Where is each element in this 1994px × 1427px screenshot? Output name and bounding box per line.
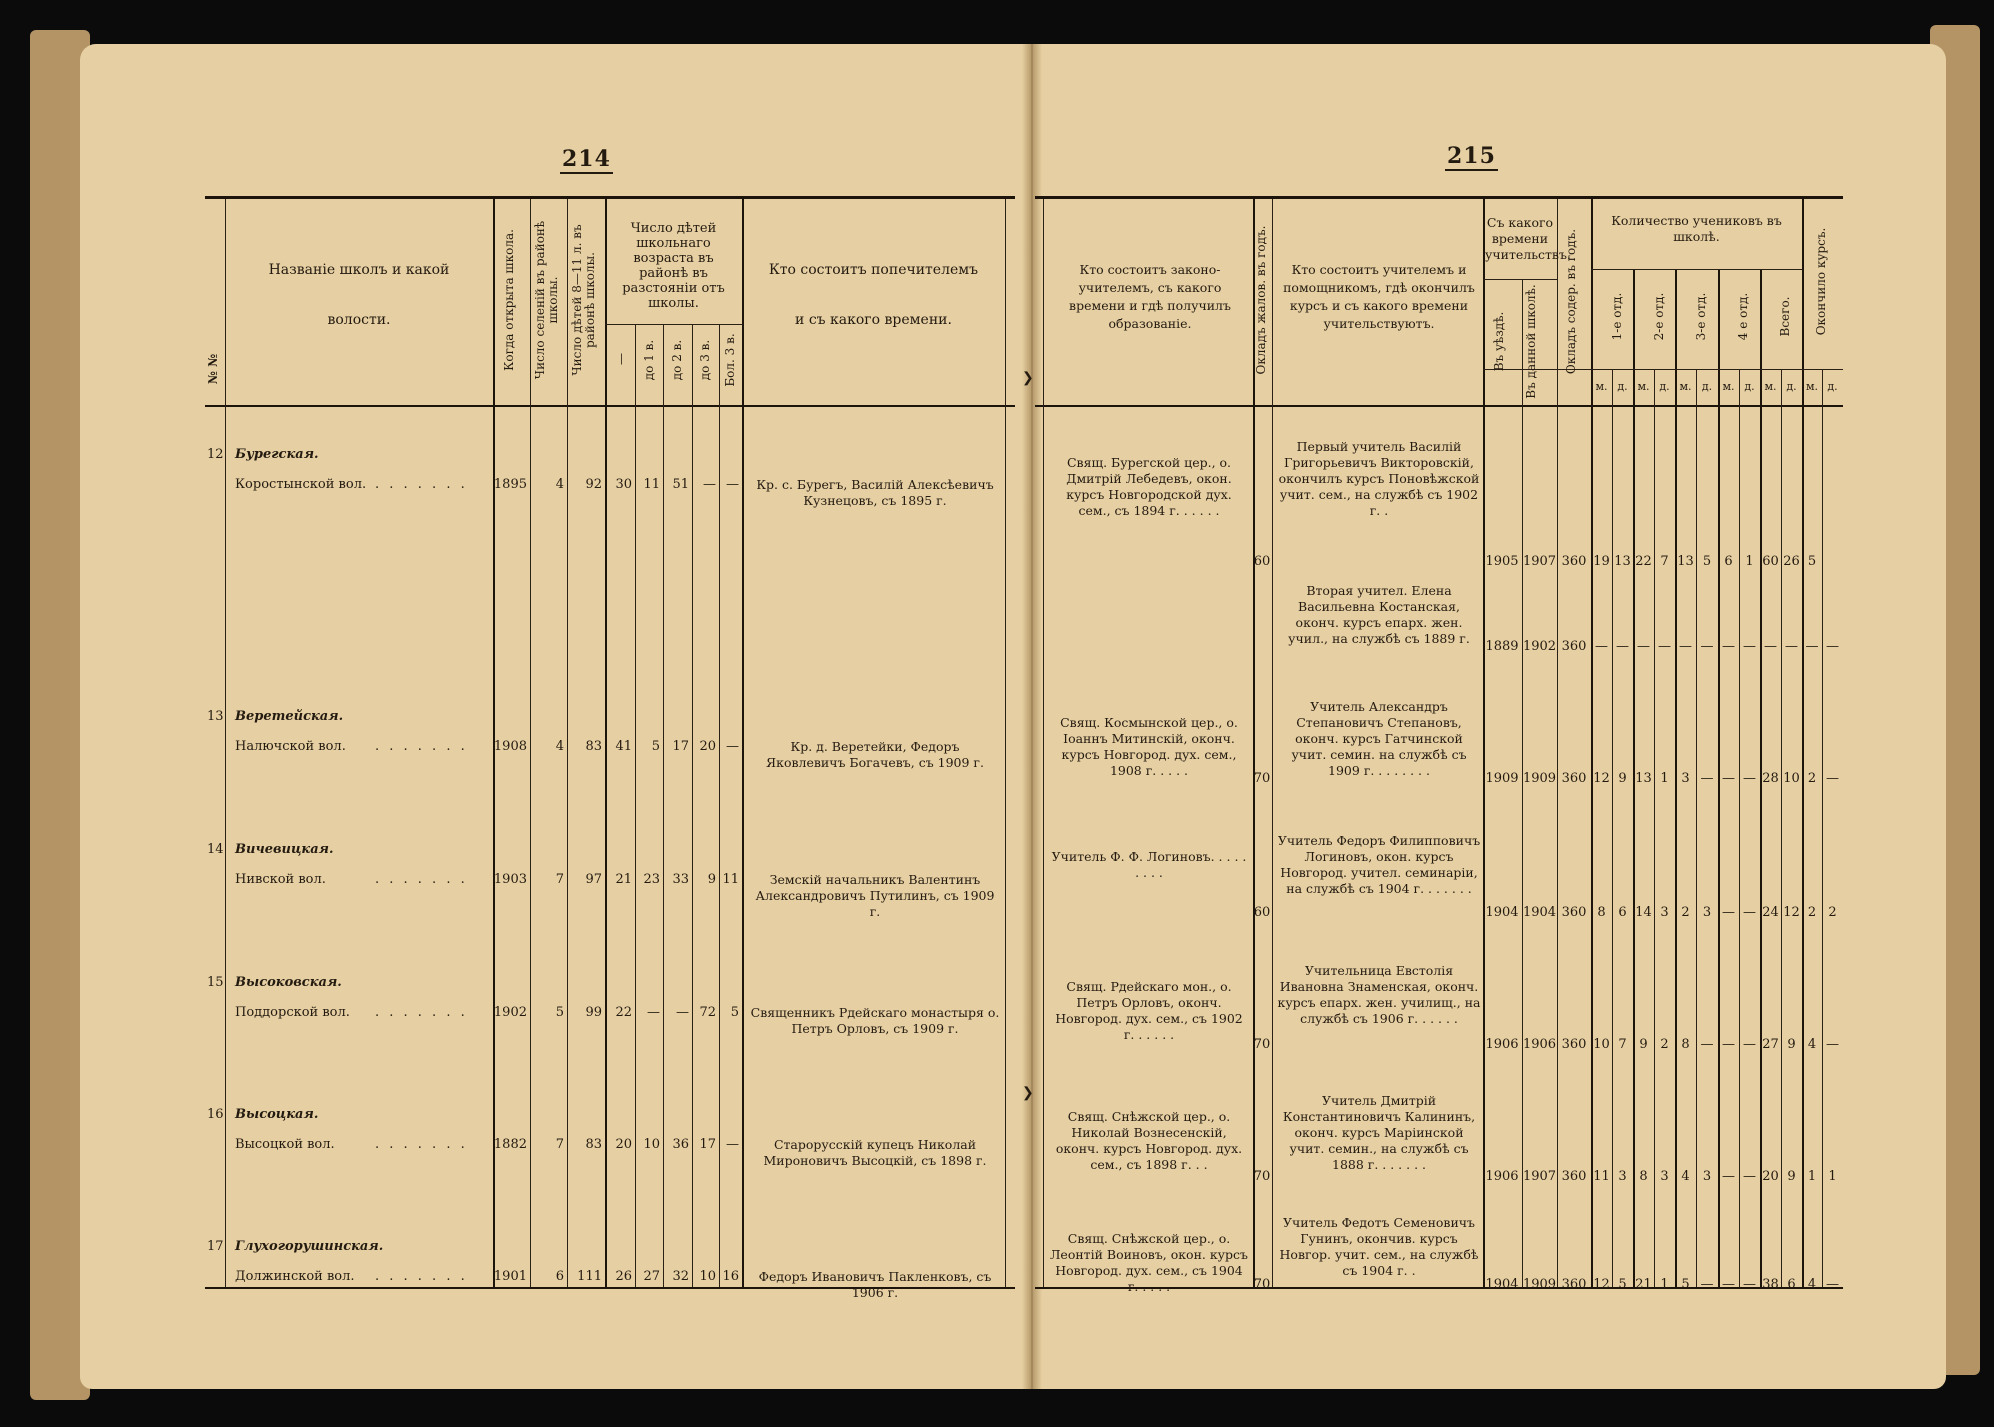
row-number: 12 xyxy=(207,447,224,462)
header-pupils: Количество учениковъ въ школѣ. xyxy=(1611,213,1782,244)
cell-dm: 11 xyxy=(722,872,739,887)
header-dept-1: 1-е отд. xyxy=(1610,292,1624,341)
header-female: д. xyxy=(1617,380,1628,393)
header-dist-3: до 3 в. xyxy=(698,339,712,381)
upkeep-cell: 360 xyxy=(1561,1169,1587,1184)
pupil-count-cell: — xyxy=(1743,771,1756,786)
cell-d2: 32 xyxy=(672,1269,689,1284)
teacher-text: Первый учитель Василій Григорьевичъ Викторовскій, окончилъ курсъ Поновѣжской учит. сем., на службѣ съ 1902 г. . xyxy=(1278,439,1480,518)
cell-opened: 1895 xyxy=(493,477,527,492)
header-male: м. xyxy=(1637,380,1650,393)
since-uezd-cell: 1904 xyxy=(1485,905,1519,920)
pupil-count-cell: 14 xyxy=(1635,905,1652,920)
pupil-count-cell: — xyxy=(1700,1277,1714,1292)
upkeep-cell: 360 xyxy=(1561,905,1587,920)
cell-d0: 41 xyxy=(615,739,632,754)
pupil-count-cell: 11 xyxy=(1593,1169,1610,1184)
cell-villages: 4 xyxy=(555,477,564,492)
header-children: Число дѣтей 8—11 л. въ районѣ школы. xyxy=(570,224,597,376)
row-number: 16 xyxy=(207,1107,224,1122)
pupil-count-cell: — xyxy=(1722,639,1735,654)
pupil-count-cell: 60 xyxy=(1762,554,1779,569)
teacher-text: Учитель Федоръ Филипповичъ Логиновъ, окон. курсъ Новгород. учител. семинаріи, на службѣ съ 1904 г. . . . . . . xyxy=(1277,833,1481,896)
pupil-count-cell: 4 xyxy=(1807,1037,1817,1052)
header-dept-3: 3-е отд. xyxy=(1694,292,1708,341)
pupil-count-cell: 3 xyxy=(1660,1169,1669,1184)
pupil-count-cell: — xyxy=(1637,639,1650,654)
header-dept-2: 2-е отд. xyxy=(1652,292,1666,341)
row-number: 14 xyxy=(207,842,224,857)
pupil-count-cell: 7 xyxy=(1660,554,1669,569)
header-dist-0: — xyxy=(614,353,628,365)
pupil-count-cell: 20 xyxy=(1762,1169,1779,1184)
pupil-count-cell: 6 xyxy=(1724,554,1733,569)
school-title: Веретейская. xyxy=(235,709,344,724)
pupil-count-cell: 6 xyxy=(1618,905,1627,920)
pupil-count-cell: 3 xyxy=(1618,1169,1627,1184)
leader-dots: . . . . . . . xyxy=(375,1005,468,1020)
pupil-count-cell: 21 xyxy=(1635,1277,1652,1292)
cell-d2: 36 xyxy=(672,1137,689,1152)
cell-opened: 1882 xyxy=(493,1137,527,1152)
cell-villages: 7 xyxy=(555,1137,564,1152)
cell-d1: 10 xyxy=(643,1137,660,1152)
leader-dots: . . . . . . . xyxy=(375,1137,468,1152)
header-children-group: Число дѣтей школьнаго возраста въ районѣ въ разстояніи отъ школы. xyxy=(622,221,725,311)
trustee-text: Кр. д. Веретейки, Федоръ Яковлевичъ Богачевъ, съ 1909 г. xyxy=(766,739,984,770)
school-title: Высоцкая. xyxy=(235,1107,319,1122)
trustee-text: Священникъ Рдейскаго монастыря о. Петръ Орловъ, съ 1909 г. xyxy=(750,1005,1000,1036)
pupil-count-cell: — xyxy=(1722,771,1735,786)
cell-opened: 1902 xyxy=(493,1005,527,1020)
cell-d0: 20 xyxy=(615,1137,632,1152)
trustee-text: Земскій начальникъ Валентинъ Александровичъ Путилинъ, съ 1909 г. xyxy=(755,872,995,919)
since-uezd-cell: 1906 xyxy=(1485,1037,1519,1052)
pupil-count-cell: — xyxy=(1700,771,1714,786)
law-teacher-text: Свящ. Снѣжской цер., о. Николай Вознесенскій, оконч. курсъ Новгород. дух. сем., съ 1898 г. . . xyxy=(1055,1109,1243,1172)
pupil-count-cell: 9 xyxy=(1787,1169,1796,1184)
trustee-text: Федоръ Ивановичъ Пакленковъ, съ 1906 г. xyxy=(758,1269,992,1300)
page-number-right: 215 xyxy=(1447,143,1496,169)
salary-cell: 60 xyxy=(1253,905,1271,920)
law-teacher-text: Свящ. Бурегской цер., о. Дмитрій Лебедевъ, окон. курсъ Новгородской дух. сем., съ 1894 г. . . . . . xyxy=(1066,455,1232,518)
law-teacher-text: Свящ. Снѣжской цер., о. Леонтій Воиновъ, окон. курсъ Новгород. дух. сем., съ 1904 г. . . . . xyxy=(1049,1231,1248,1294)
leader-dots: . . . . . . . xyxy=(375,872,468,887)
cell-d0: 21 xyxy=(615,872,632,887)
salary-cell: 70 xyxy=(1253,1277,1271,1292)
header-since-school: Въ данной школѣ. xyxy=(1524,284,1538,399)
pupil-count-cell: — xyxy=(1743,639,1756,654)
header-total: Всего. xyxy=(1778,296,1792,337)
pupil-count-cell: 8 xyxy=(1597,905,1606,920)
volost-name: Должинской вол. xyxy=(235,1269,355,1284)
trustee-text: Кр. с. Бурегъ, Василій Алексѣевичъ Кузнецовъ, съ 1895 г. xyxy=(756,477,994,508)
school-title: Вичевицкая. xyxy=(235,842,334,857)
teacher-text: Вторая учител. Елена Васильевна Костанская, оконч. курсъ епарх. жен. учил., на службѣ съ 1889 г. xyxy=(1288,583,1470,646)
left-table xyxy=(205,196,1015,1300)
cell-children: 97 xyxy=(585,872,602,887)
cell-dm: 16 xyxy=(722,1269,739,1284)
cell-dm: — xyxy=(726,477,739,492)
since-school-cell: 1909 xyxy=(1522,771,1557,786)
leader-dots: . . . . . . . xyxy=(375,739,468,754)
pupil-count-cell: 5 xyxy=(1807,554,1817,569)
pupil-count-cell: 24 xyxy=(1762,905,1779,920)
since-school-cell: 1904 xyxy=(1522,905,1557,920)
since-school-cell: 1907 xyxy=(1522,554,1557,569)
cell-d3: 17 xyxy=(699,1137,716,1152)
header-female: д. xyxy=(1786,380,1797,393)
header-male: м. xyxy=(1764,380,1777,393)
pupil-count-cell: 22 xyxy=(1635,554,1652,569)
cell-d3: 72 xyxy=(699,1005,716,1020)
cell-d3: 9 xyxy=(707,872,716,887)
header-male: м. xyxy=(1679,380,1692,393)
cell-children: 92 xyxy=(585,477,602,492)
pupil-count-cell: — xyxy=(1722,1277,1735,1292)
pupil-count-cell: 5 xyxy=(1618,1277,1627,1292)
since-uezd-cell: 1889 xyxy=(1485,639,1519,654)
pupil-count-cell: 3 xyxy=(1702,1169,1712,1184)
row-number: 15 xyxy=(207,975,224,990)
cell-children: 83 xyxy=(585,1137,602,1152)
leader-dots: . . . . . . . xyxy=(375,477,468,492)
upkeep-cell: 360 xyxy=(1561,771,1587,786)
volost-name: Нивской вол. xyxy=(235,872,326,887)
cell-d2: 51 xyxy=(672,477,689,492)
pupil-count-cell: — xyxy=(1743,905,1756,920)
cell-d2: 33 xyxy=(672,872,689,887)
cell-villages: 4 xyxy=(555,739,564,754)
row-number: 13 xyxy=(207,709,224,724)
pupil-count-cell: — xyxy=(1700,639,1714,654)
row-number: 17 xyxy=(207,1239,224,1254)
cell-villages: 6 xyxy=(555,1269,564,1284)
cell-children: 99 xyxy=(585,1005,602,1020)
law-teacher-text: Свящ. Космынской цер., о. Іоаннъ Митинскій, оконч. курсъ Новгород. дух. сем., 1908 г. . . . . xyxy=(1060,715,1238,778)
pupil-count-cell: 4 xyxy=(1807,1277,1817,1292)
teacher-text: Учительница Евстолія Ивановна Знаменская, оконч. курсъ епарх. жен. училищ., на службѣ съ 1906 г. . . . . . xyxy=(1277,963,1481,1026)
teacher-text: Учитель Александръ Степановичъ Степановъ, оконч. курсъ Гатчинской учит. семин. на службѣ съ 1909 г. . . . . . . . xyxy=(1291,699,1467,778)
pupil-count-cell: — xyxy=(1743,1277,1756,1292)
pupil-count-cell: 2 xyxy=(1681,905,1690,920)
pupil-count-cell: — xyxy=(1826,639,1839,654)
header-since-uezd: Въ уѣздѣ. xyxy=(1492,311,1506,372)
pupil-count-cell: — xyxy=(1722,1169,1735,1184)
pupil-count-cell: 8 xyxy=(1681,1037,1690,1052)
pupil-count-cell: — xyxy=(1826,1277,1839,1292)
pupil-count-cell: 12 xyxy=(1593,771,1610,786)
teacher-text: Учитель Дмитрій Константиновичъ Калининъ, оконч. курсъ Маріинской учит. семин., на службѣ съ 1888 г. . . . . . . xyxy=(1282,1093,1476,1172)
pupil-count-cell: 2 xyxy=(1807,771,1817,786)
pupil-count-cell: 9 xyxy=(1787,1037,1796,1052)
header-trustee: Кто состоитъ попечителемъ и съ какого времени. xyxy=(768,262,979,328)
pupil-count-cell: 7 xyxy=(1618,1037,1627,1052)
cell-children: 83 xyxy=(585,739,602,754)
since-school-cell: 1909 xyxy=(1522,1277,1557,1292)
cell-opened: 1901 xyxy=(493,1269,527,1284)
volost-name: Коростынской вол. xyxy=(235,477,367,492)
pupil-count-cell: — xyxy=(1826,1037,1839,1052)
cell-d2: — xyxy=(676,1005,689,1020)
pupil-count-cell: 9 xyxy=(1618,771,1627,786)
cell-villages: 5 xyxy=(555,1005,564,1020)
pupil-count-cell: 5 xyxy=(1702,554,1712,569)
header-female: д. xyxy=(1827,380,1838,393)
leader-dots: . . . . . . . xyxy=(375,1269,468,1284)
pupil-count-cell: 8 xyxy=(1639,1169,1648,1184)
pupil-count-cell: — xyxy=(1764,639,1777,654)
header-dept-4: 4 е отд. xyxy=(1736,292,1750,341)
header-female: д. xyxy=(1659,380,1670,393)
since-school-cell: 1907 xyxy=(1522,1169,1557,1184)
pupil-count-cell: 26 xyxy=(1783,554,1800,569)
pupil-count-cell: — xyxy=(1722,1037,1735,1052)
salary-cell: 60 xyxy=(1253,554,1271,569)
header-male: м. xyxy=(1722,380,1735,393)
since-uezd-cell: 1909 xyxy=(1485,771,1519,786)
cell-d1: — xyxy=(647,1005,660,1020)
cell-d1: 11 xyxy=(643,477,660,492)
pupil-count-cell: 19 xyxy=(1593,554,1610,569)
salary-cell: 70 xyxy=(1253,1037,1271,1052)
header-dist-2: до 2 в. xyxy=(670,339,684,381)
pupil-count-cell: 5 xyxy=(1681,1277,1690,1292)
cell-opened: 1908 xyxy=(493,739,527,754)
pupil-count-cell: 2 xyxy=(1828,905,1837,920)
school-title: Глухогорушинская. xyxy=(235,1239,384,1254)
cell-opened: 1903 xyxy=(493,872,527,887)
school-title: Бурегская. xyxy=(235,447,319,462)
since-school-cell: 1902 xyxy=(1522,639,1557,654)
teacher-text: Учитель Федотъ Семеновичъ Гунинъ, окончив. курсъ Новгор. учит. сем., на службѣ съ 1904 г. . xyxy=(1279,1215,1479,1278)
header-upkeep: Окладъ содер. въ годъ. xyxy=(1564,228,1578,375)
pupil-count-cell: — xyxy=(1658,639,1671,654)
pupil-count-cell: 9 xyxy=(1639,1037,1648,1052)
header-teacher: Кто состоитъ учителемъ и помощникомъ, гдѣ окончилъ курсъ и съ какого времени учительствуютъ. xyxy=(1283,262,1475,331)
header-law-teacher: Кто состоитъ законо-учителемъ, съ какого времени и гдѣ получилъ образованіе. xyxy=(1069,262,1231,331)
header-male: м. xyxy=(1595,380,1608,393)
law-teacher-text: Свящ. Рдейскаго мон., о. Петръ Орловъ, оконч. Новгород. дух. сем., съ 1902 г. . . . . . xyxy=(1055,979,1243,1042)
pupil-count-cell: — xyxy=(1722,905,1735,920)
pupil-count-cell: — xyxy=(1785,639,1798,654)
since-uezd-cell: 1905 xyxy=(1485,554,1519,569)
cell-d3: 10 xyxy=(699,1269,716,1284)
binding-mark-1: ❯ xyxy=(1022,370,1034,386)
pupil-count-cell: 3 xyxy=(1681,771,1690,786)
header-finished: Окончило курсъ. xyxy=(1814,227,1828,336)
header-female: д. xyxy=(1744,380,1755,393)
header-female: д. xyxy=(1701,380,1713,393)
pupil-count-cell: — xyxy=(1616,639,1629,654)
pupil-count-cell: 1 xyxy=(1828,1169,1837,1184)
pupil-count-cell: 2 xyxy=(1807,905,1817,920)
cell-d3: 20 xyxy=(699,739,716,754)
volost-name: Поддорской вол. xyxy=(235,1005,350,1020)
pupil-count-cell: 38 xyxy=(1762,1277,1779,1292)
cell-d1: 27 xyxy=(643,1269,660,1284)
binding-mark-2: ❯ xyxy=(1022,1085,1034,1101)
upkeep-cell: 360 xyxy=(1561,554,1587,569)
pupil-count-cell: 27 xyxy=(1762,1037,1779,1052)
header-school-name: Названіе школъ и какой волости. xyxy=(268,262,450,328)
pupil-count-cell: 6 xyxy=(1787,1277,1796,1292)
law-teacher-text: Учитель Ф. Ф. Логиновъ. . . . . . . . . xyxy=(1051,849,1247,880)
pupil-count-cell: 1 xyxy=(1660,1277,1669,1292)
pupil-count-cell: 3 xyxy=(1660,905,1669,920)
pupil-count-cell: — xyxy=(1805,639,1819,654)
pupil-count-cell: 1 xyxy=(1807,1169,1817,1184)
since-uezd-cell: 1904 xyxy=(1485,1277,1519,1292)
since-school-cell: 1906 xyxy=(1522,1037,1557,1052)
pupil-count-cell: 13 xyxy=(1614,554,1631,569)
salary-cell: 70 xyxy=(1253,771,1271,786)
cell-d3: — xyxy=(703,477,716,492)
cell-d1: 23 xyxy=(643,872,660,887)
pupil-count-cell: 4 xyxy=(1681,1169,1690,1184)
pupil-count-cell: 1 xyxy=(1660,771,1669,786)
cell-villages: 7 xyxy=(555,872,564,887)
pupil-count-cell: 12 xyxy=(1783,905,1800,920)
pupil-count-cell: — xyxy=(1700,1037,1714,1052)
cell-d0: 22 xyxy=(615,1005,632,1020)
trustee-text: Старорусскій купецъ Николай Мироновичъ Высоцкій, съ 1898 г. xyxy=(763,1137,987,1168)
pupil-count-cell: — xyxy=(1679,639,1692,654)
cell-dm: — xyxy=(726,1137,739,1152)
header-male: м. xyxy=(1805,380,1819,393)
cell-dm: — xyxy=(726,739,739,754)
pupil-count-cell: 13 xyxy=(1635,771,1652,786)
pupil-count-cell: 13 xyxy=(1677,554,1694,569)
pupil-count-cell: — xyxy=(1743,1037,1756,1052)
since-uezd-cell: 1906 xyxy=(1485,1169,1519,1184)
pupil-count-cell: 28 xyxy=(1762,771,1779,786)
header-villages: Число селеній въ районѣ школы. xyxy=(533,220,560,380)
pupil-count-cell: 10 xyxy=(1593,1037,1610,1052)
page-number-left: 214 xyxy=(562,146,611,172)
cell-d0: 26 xyxy=(615,1269,632,1284)
cell-d2: 17 xyxy=(672,739,689,754)
pupil-count-cell: 1 xyxy=(1745,554,1754,569)
pupil-count-cell: 3 xyxy=(1702,905,1712,920)
volost-name: Налючской вол. xyxy=(235,739,346,754)
pupil-count-cell: — xyxy=(1595,639,1608,654)
pupil-count-cell: 2 xyxy=(1660,1037,1669,1052)
pupil-count-cell: — xyxy=(1826,771,1839,786)
header-dist-more: Бол. 3 в. xyxy=(723,333,737,387)
header-opened: Когда открыта школа. xyxy=(502,229,516,371)
header-salary: Окладъ жалов. въ годъ. xyxy=(1254,225,1268,375)
volost-name: Высоцкой вол. xyxy=(235,1137,335,1152)
cell-children: 111 xyxy=(577,1269,602,1284)
cell-d0: 30 xyxy=(615,477,632,492)
school-title: Высоковская. xyxy=(235,975,342,990)
header-since: Съ какого времени учительствъ. xyxy=(1485,215,1571,262)
upkeep-cell: 360 xyxy=(1561,1277,1587,1292)
cell-dm: 5 xyxy=(730,1005,739,1020)
salary-cell: 70 xyxy=(1253,1169,1271,1184)
header-num: № № xyxy=(206,353,220,385)
upkeep-cell: 360 xyxy=(1561,1037,1587,1052)
upkeep-cell: 360 xyxy=(1561,639,1587,654)
pupil-count-cell: 10 xyxy=(1783,771,1800,786)
cell-d1: 5 xyxy=(651,739,660,754)
header-dist-1: до 1 в. xyxy=(642,339,656,381)
pupil-count-cell: — xyxy=(1743,1169,1756,1184)
pupil-count-cell: 12 xyxy=(1593,1277,1610,1292)
right-table xyxy=(1035,196,1843,1294)
